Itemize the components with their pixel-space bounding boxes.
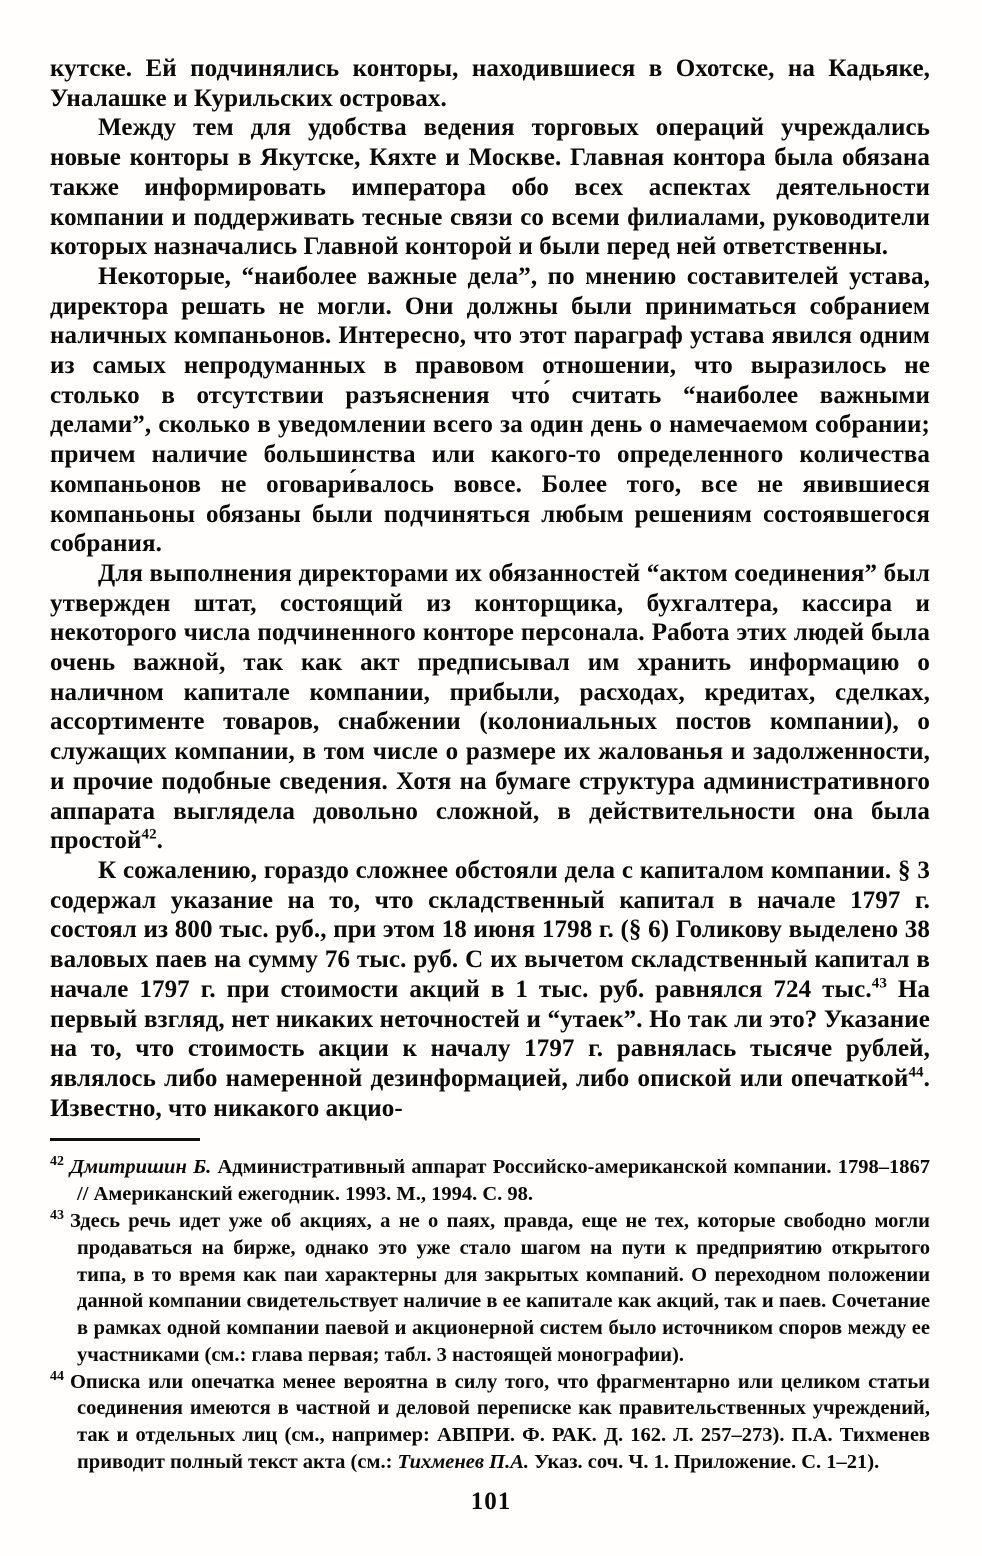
paragraph: Некоторые, “наиболее важные дела”, по мнению составителей устава, директора решать не могли. Они должны были приниматься собранием наличных компаньонов. Интересно, что этот параграф устава явился одним из самых непродуманных в правовом отношении, что выразилось не столько в отсутствии разъяснения что́ считать “наиболее важными делами”, сколько в уведомлении всего за один день о намечаемом собрании; причем наличие большинства или какого-то определенного количества компаньонов не оговари́валось вовсе. Более того, все не явившиеся компаньоны обязаны были подчиняться любым решениям состоявшегося собрания.: [50, 262, 930, 558]
footnote-number: 42: [50, 1154, 64, 1170]
page-number: 101: [470, 1488, 512, 1515]
footnotes: [50, 1154, 930, 1476]
paragraph: Между тем для удобства ведения торговых операций учреждались новые конторы в Якутске, Кяхте и Москве. Главная контора была обязана также информировать императора обо всех аспектах деятельности компании и поддерживать тесные связи со всеми филиалами, руководители которых назначались Главной конторой и были перед ней ответственны.: [50, 114, 930, 261]
footnote-ref: 42: [141, 826, 157, 843]
footnote-ref: 43: [871, 975, 887, 992]
italic-citation: Дмитришин Б.: [69, 1156, 212, 1179]
paragraph: К сожалению, гораздо сложнее обстояли дела с капиталом компании. § 3 содержал указание на то, что складственный капитал в начале 1797 г. состоял из 800 тыс. руб., при этом 18 июня 1798 г. (§ 6) Голикову выделено 38 валовых паев на сумму 76 тыс. руб. С их вычетом складственный капитал в начале 1797 г. при стоимости акций в 1 тыс. руб. равнялся 724 тыс.$^{43}$ На первый взгляд, нет никаких неточностей и “утаек”. Но так ли это? Указание на то, что стоимость акции к началу 1797 г. равнялась тысяче рублей, являлось либо намеренной дезинформацией, либо опиской или опечаткой$^{44}$. Известно, что никакого акцио-: [50, 856, 930, 1122]
footnote-number: 43: [50, 1208, 64, 1224]
footnote-separator: [50, 1138, 200, 1141]
paragraph: Для выполнения директорами их обязанностей “актом соединения” был утвержден штат, состоящий из конторщика, бухгалтера, кассира и некоторого числа подчиненного конторе персонала. Работа этих людей была очень важной, так как акт предписывал им хранить информацию о наличном капитале компании, прибыли, расходах, кредитах, сделках, ассортименте товаров, снабжении (колониальных постов компании), о служащих компании, в том числе о размере их жалованья и задолженности, и прочие подобные сведения. Хотя на бумаге структура административного аппарата выглядела довольно сложной, в действительности она была простой$^{42}$.: [50, 559, 930, 855]
footnote: $^{44}$ Описка или опечатка менее вероятна в силу того, что фрагментарно или целиком статьи соединения имеются в частной и деловой переписке как правительственных учреждений, так и отдельных лиц (см., например: АВПРИ. Ф. РАК. Д. 162. Л. 257–273). П.А. Тихменев приводит полный текст акта (см.: Тихменев П.А. Указ. соч. Ч. 1. Приложение. С. 1–21).: [50, 1368, 930, 1474]
footnote-number: 44: [50, 1368, 64, 1384]
footnote: $^{42}$ Дмитришин Б. Административный аппарат Российско-американской компании. 1798–1867 // Американский ежегодник. 1993. М., 1994. С. 98.: [50, 1154, 930, 1206]
footnote: $^{43}$ Здесь речь идет уже об акциях, а не о паях, правда, еще не тех, которые свободно могли продаваться на бирже, однако это уже стало шагом на пути к предприятию открытого типа, в то время как паи характерны для закрытых компаний. О переходном положении данной компании свидетельствует наличие в ее капитале как акций, так и паев. Сочетание в рамках одной компании паевой и акционерной систем было источником споров между ее участниками (см.: глава первая; табл. 3 настоящей монографии).: [50, 1208, 930, 1366]
main-text: [50, 54, 930, 1123]
footnote-ref: 44: [908, 1064, 924, 1081]
paragraph: кутске. Ей подчинялись конторы, находившиеся в Охотске, на Кадьяке, Уналашке и Курильских островах.: [50, 55, 930, 112]
italic-citation: Тихменев П.А.: [397, 1451, 529, 1474]
